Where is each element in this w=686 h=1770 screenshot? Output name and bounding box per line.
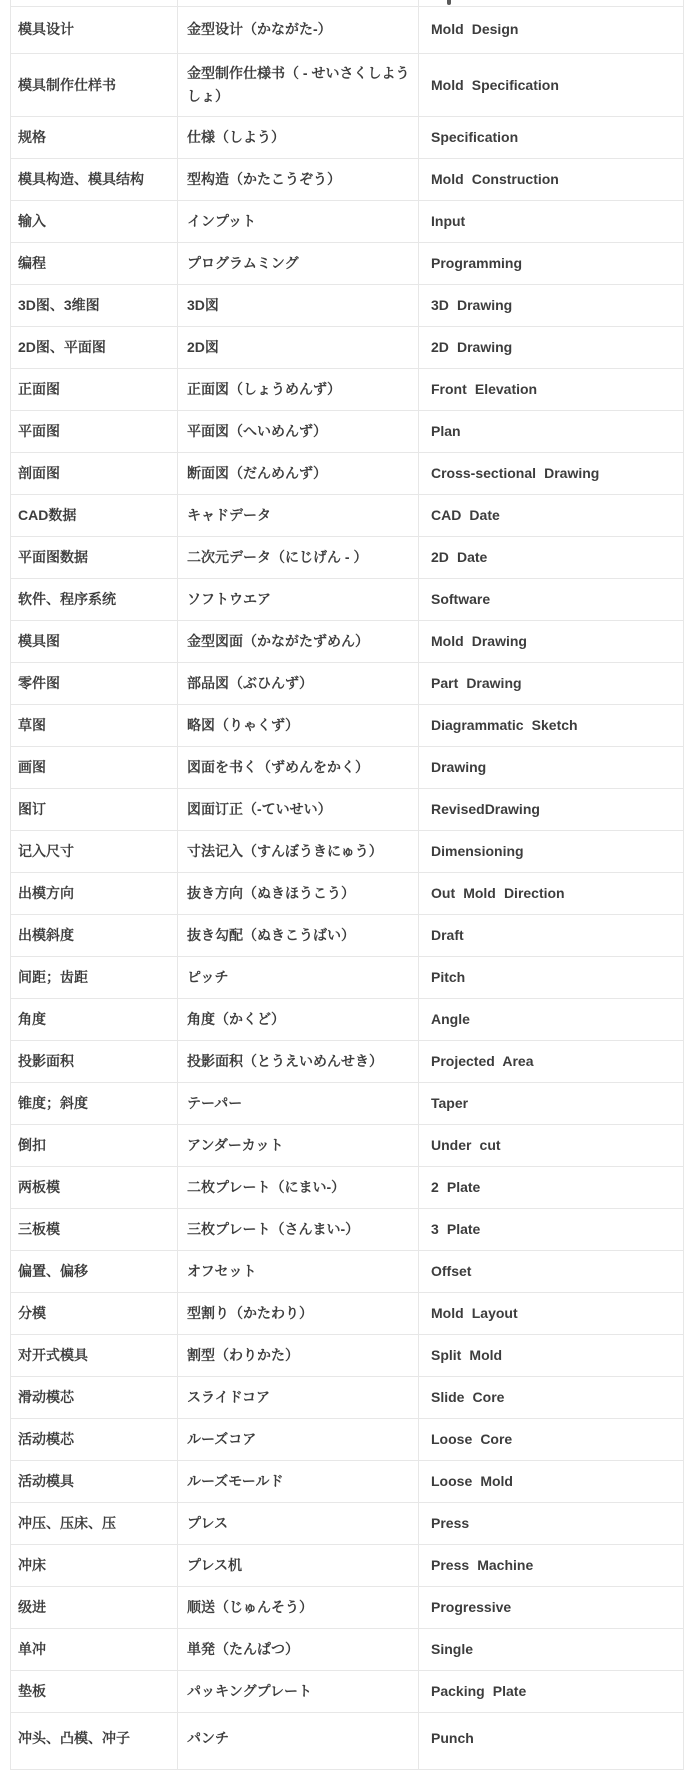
table-row [11, 1461, 684, 1503]
table-row [11, 1335, 684, 1377]
cell-english-term: Draft [419, 915, 684, 957]
cell-english-term: 3 Plate [419, 1209, 684, 1251]
table-row [11, 495, 684, 537]
cell-japanese-term: アンダーカット [178, 1125, 419, 1167]
cell-japanese-term: 角度（かくど） [178, 999, 419, 1041]
cell-chinese-term: 级进 [11, 1587, 178, 1629]
cell-chinese-term: CAD数据 [11, 495, 178, 537]
table-row [11, 1083, 684, 1125]
cell-japanese-term: 二次元データ（にじげん - ） [178, 537, 419, 579]
cell-chinese-term: 偏置、偏移 [11, 1251, 178, 1293]
cell-chinese-term: 出模方向 [11, 873, 178, 915]
cell-chinese-term: 软件、程序系统 [11, 579, 178, 621]
cell-japanese-term: ソフトウエア [178, 579, 419, 621]
cell-japanese-term: 2D図 [178, 327, 419, 369]
cell-chinese-term: 剖面图 [11, 453, 178, 495]
cell-english-term: Press [419, 1503, 684, 1545]
cell-english-term: CAD Date [419, 495, 684, 537]
cell-english-term: Software [419, 579, 684, 621]
cell-japanese-term: 顺送（じゅんそう） [178, 1587, 419, 1629]
table-row [11, 1251, 684, 1293]
cell-japanese-term: プログラムミング [178, 243, 419, 285]
cell-chinese-term: 活动模具 [11, 1461, 178, 1503]
table-row [11, 579, 684, 621]
cell-english-term: Mold Specification [419, 54, 684, 117]
cell-english-term: Slide Core [419, 1377, 684, 1419]
cell-japanese-term: 図面订正（-ていせい） [178, 789, 419, 831]
cell-japanese-term: 抜き方向（ぬきほうこう） [178, 873, 419, 915]
cell-chinese-term: 零件图 [11, 663, 178, 705]
cell-chinese-term: 模具制作仕样书 [11, 54, 178, 117]
cell-english-term: Loose Mold [419, 1461, 684, 1503]
cell-chinese-term: 图订 [11, 789, 178, 831]
cell-chinese-term: 锥度；斜度 [11, 1083, 178, 1125]
table-row [11, 7, 684, 54]
clipped-text-fragment [447, 0, 451, 5]
cell-japanese-term: 仕様（しよう） [178, 117, 419, 159]
cell-chinese-term: 平面图 [11, 411, 178, 453]
table-row [11, 831, 684, 873]
table-row [11, 369, 684, 411]
cell-chinese-term: 单冲 [11, 1629, 178, 1671]
table-row [11, 621, 684, 663]
cell-english-term: Mold Construction [419, 159, 684, 201]
cell-japanese-term: 図面を书く（ずめんをかく） [178, 747, 419, 789]
cell-japanese-term: 寸法记入（すんぼうきにゅう） [178, 831, 419, 873]
cell-japanese-term: 型构造（かたこうぞう） [178, 159, 419, 201]
table-row [11, 54, 684, 117]
cell-chinese-term: 记入尺寸 [11, 831, 178, 873]
table-row [11, 915, 684, 957]
cell-japanese-term: 平面図（へいめんず） [178, 411, 419, 453]
cell-english-term: Programming [419, 243, 684, 285]
cell-chinese-term: 两板模 [11, 1167, 178, 1209]
table-row [11, 201, 684, 243]
cell-english-term: Drawing [419, 747, 684, 789]
cell-english-term: Packing Plate [419, 1671, 684, 1713]
cell-english-term: Specification [419, 117, 684, 159]
table-row [11, 957, 684, 999]
cell-japanese-term: 型割り（かたわり） [178, 1293, 419, 1335]
cell-english-term: Input [419, 201, 684, 243]
table-row [11, 1629, 684, 1671]
cell-english-term: Mold Layout [419, 1293, 684, 1335]
cell-japanese-term: プレス [178, 1503, 419, 1545]
cell-english-term: 2D Date [419, 537, 684, 579]
cell-chinese-term: 3D图、3维图 [11, 285, 178, 327]
cell-english-term: Angle [419, 999, 684, 1041]
table-row [11, 1041, 684, 1083]
cell-japanese-term: インプット [178, 201, 419, 243]
cell-japanese-term: ルーズモールド [178, 1461, 419, 1503]
cell-english-term: Press Machine [419, 1545, 684, 1587]
cell-japanese-term: パンチ [178, 1713, 419, 1770]
cell-chinese-term: 垫板 [11, 1671, 178, 1713]
cell-chinese-term: 2D图、平面图 [11, 327, 178, 369]
cell-japanese-term: 割型（わりかた） [178, 1335, 419, 1377]
cell-japanese-term: 三枚プレート（さんまい-） [178, 1209, 419, 1251]
cell-chinese-term: 分模 [11, 1293, 178, 1335]
table-row-clipped-bottom [11, 1713, 684, 1770]
table-row [11, 1419, 684, 1461]
cell-english-term: Single [419, 1629, 684, 1671]
cell-chinese-term: 活动模芯 [11, 1419, 178, 1461]
cell-chinese-term: 投影面积 [11, 1041, 178, 1083]
cell-japanese-term: 金型设计（かながた-） [178, 7, 419, 54]
cell-english-term: Cross-sectional Drawing [419, 453, 684, 495]
table-row [11, 159, 684, 201]
cell-japanese-term: 金型図面（かながたずめん） [178, 621, 419, 663]
table-row [11, 1503, 684, 1545]
table-row [11, 1293, 684, 1335]
cell-chinese-term: 画图 [11, 747, 178, 789]
cell-japanese-term: 二枚プレート（にまい-） [178, 1167, 419, 1209]
cell-japanese-term: 3D図 [178, 285, 419, 327]
cell-chinese-term: 出模斜度 [11, 915, 178, 957]
table-row [11, 243, 684, 285]
terminology-table [10, 0, 684, 1770]
cell-chinese-term: 角度 [11, 999, 178, 1041]
table-row [11, 1545, 684, 1587]
cell-english-term: Diagrammatic Sketch [419, 705, 684, 747]
table-row [11, 117, 684, 159]
table-row [11, 411, 684, 453]
table-row [11, 747, 684, 789]
cell-chinese-term: 冲头、凸模、冲子 [11, 1713, 178, 1770]
table-row [11, 663, 684, 705]
cell-chinese-term: 规格 [11, 117, 178, 159]
cell-japanese-term: 部品図（ぶひんず） [178, 663, 419, 705]
cell-english-term: 2D Drawing [419, 327, 684, 369]
cell-japanese-term: 断面図（だんめんず） [178, 453, 419, 495]
table-row [11, 873, 684, 915]
cell-chinese-term: 模具图 [11, 621, 178, 663]
cell-chinese-term: 间距；齿距 [11, 957, 178, 999]
cell-english-term: Dimensioning [419, 831, 684, 873]
cell-japanese-term: オフセット [178, 1251, 419, 1293]
cell-english-term: Projected Area [419, 1041, 684, 1083]
table-row [11, 1587, 684, 1629]
table-row [11, 1209, 684, 1251]
cell-english-term: Progressive [419, 1587, 684, 1629]
table-row [11, 537, 684, 579]
cell-japanese-term: 正面図（しょうめんず） [178, 369, 419, 411]
terminology-table-body [11, 0, 684, 1770]
cell-japanese-term: 単発（たんぱつ） [178, 1629, 419, 1671]
cell-chinese-term: 倒扣 [11, 1125, 178, 1167]
cell-japanese-term: スライドコア [178, 1377, 419, 1419]
cell-english-term: Mold Drawing [419, 621, 684, 663]
cell-chinese-term: 冲压、压床、压 [11, 1503, 178, 1545]
cell-chinese-term: 三板模 [11, 1209, 178, 1251]
cell-english-term: Under cut [419, 1125, 684, 1167]
cell-english-term: Part Drawing [419, 663, 684, 705]
cell-english-term: 3D Drawing [419, 285, 684, 327]
cell-english-term: Plan [419, 411, 684, 453]
table-row [11, 705, 684, 747]
cell-japanese-term: プレス机 [178, 1545, 419, 1587]
cell-english-term: Taper [419, 1083, 684, 1125]
cell-chinese-term: 模具构造、模具结构 [11, 159, 178, 201]
table-row [11, 789, 684, 831]
cell-japanese-term: ピッチ [178, 957, 419, 999]
cell-japanese-term: 抜き勾配（ぬきこうばい） [178, 915, 419, 957]
cell-chinese-term: 模具设计 [11, 7, 178, 54]
cell-japanese-term: 金型制作仕様书（ - せいさくしようしょ） [178, 54, 419, 117]
cell-japanese-term: 投影面积（とうえいめんせき） [178, 1041, 419, 1083]
table-row [11, 1167, 684, 1209]
cell-japanese-term: テーパー [178, 1083, 419, 1125]
table-row [11, 453, 684, 495]
table-row [11, 327, 684, 369]
cell-japanese-term: パッキングプレート [178, 1671, 419, 1713]
cell-english-term: Mold Design [419, 7, 684, 54]
cell-chinese-term: 输入 [11, 201, 178, 243]
cell-english-term: RevisedDrawing [419, 789, 684, 831]
table-row [11, 1671, 684, 1713]
cell-chinese-term: 对开式模具 [11, 1335, 178, 1377]
table-row [11, 285, 684, 327]
cell-chinese-term: 平面图数据 [11, 537, 178, 579]
cell-english-term: 2 Plate [419, 1167, 684, 1209]
cell-chinese-term: 滑动模芯 [11, 1377, 178, 1419]
cell-japanese-term: キャドデータ [178, 495, 419, 537]
cell-chinese-term: 编程 [11, 243, 178, 285]
cell-chinese-term: 草图 [11, 705, 178, 747]
table-row [11, 1377, 684, 1419]
cell-english-term: Split Mold [419, 1335, 684, 1377]
cell-english-term: Front Elevation [419, 369, 684, 411]
cell-english-term: Punch [419, 1713, 684, 1770]
cell-japanese-term: 略図（りゃくず） [178, 705, 419, 747]
cell-english-term: Pitch [419, 957, 684, 999]
table-row [11, 1125, 684, 1167]
cell-chinese-term: 冲床 [11, 1545, 178, 1587]
cell-english-term: Out Mold Direction [419, 873, 684, 915]
cell-chinese-term: 正面图 [11, 369, 178, 411]
cell-japanese-term: ルーズコア [178, 1419, 419, 1461]
table-row [11, 999, 684, 1041]
cell-english-term: Loose Core [419, 1419, 684, 1461]
cell-english-term: Offset [419, 1251, 684, 1293]
